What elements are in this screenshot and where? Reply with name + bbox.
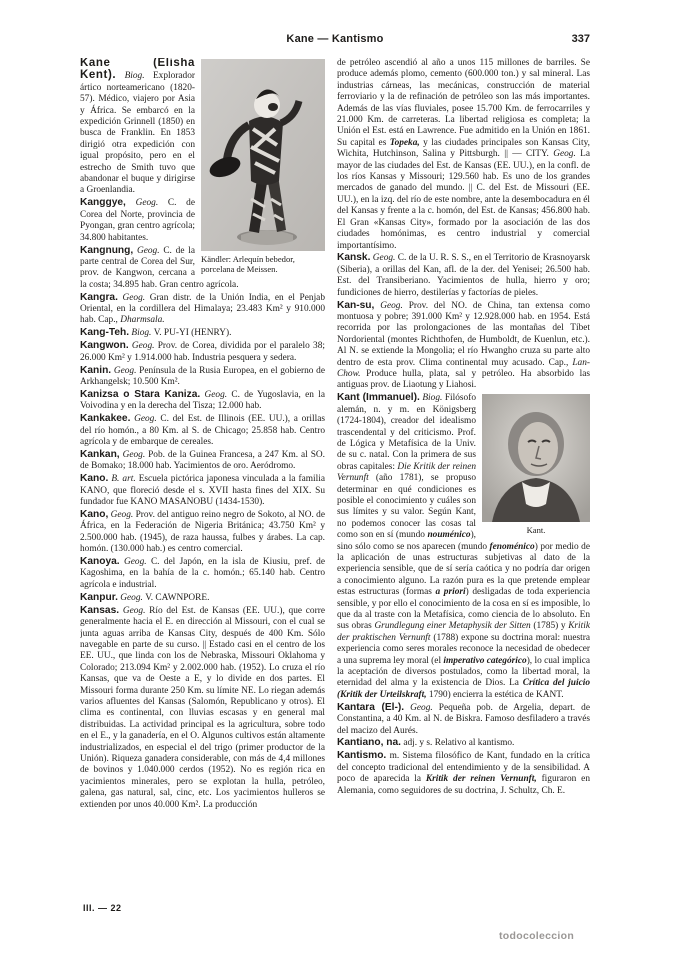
headword-kantara: Kantara (El-). <box>337 701 405 713</box>
entry-kankakee: Kankakee. Geog. C. del Est. de Illinois (EE. UU.), a orillas del río homón., a 80 Km. al S. de Chicago; 25.858 hab. Centro agrícola y de embarque de cereales. <box>80 413 325 447</box>
entry-kang-teh: Kang-Teh. Biog. V. PU-YI (HENRY). <box>80 327 232 339</box>
entry-kangra: Kangra. Geog. Gran distr. de la Unión India, en el Penjab Oriental, en la cordillera del Himalaya; 23.483 Km² y 910.000 hab. Cap., Dharmsala. <box>80 291 325 326</box>
headword-kansas: Kansas. <box>80 604 120 616</box>
kant-portrait <box>482 394 590 522</box>
entry-kantiano: Kantiano, na. adj. y s. Relativo al kantismo. <box>337 737 515 749</box>
harlequin-porcelain-image <box>201 59 325 251</box>
harlequin-figure <box>201 59 325 274</box>
headword-kangnung: Kangnung, <box>80 244 134 256</box>
headword-kan-su: Kan-su, <box>337 299 375 311</box>
entry-kansas: Kansas. Geog. Río del Est. de Kansas (EE. UU.), que corre generalmente hacia el E. en dirección al Missouri, con el cual se junta aguas arriba de Kansas City, después de 400 Km. Sólo navegable en parte de su curso. || Estado casi en el centro de los EE. UU., que linda con los de Nebraska, Missouri Oklahoma y Colorado; 213.094 Km² y 2.002.000 hab. (1952). Lo cruza el río Kansas, que va de Oeste a E, y lo divide en dos partes. El Missouri forma durante 250 Km. su límite NE. Lo riegan además varios afluentes del Kansas (Salomón, Republicano y otros). El clima es continental, con lluvias escasas y en general mal distribuidas. La actividad principal es la agricultura, sobre todo en el E., y la ganadería, en el O. Algunos cultivos están altamente industrializados, en especial el del trigo (primer productor de la Unión). Riqueza ganadera considerable, con más de 4,4 millones de bovinos y 1.040.000 cerdos (1952). No es región rica en yacimientos minerales, pero se explotan la hulla, petróleo, galena, gas natural, sal, cinc, etc. Los yacimientos hulleros se extienden por unos 40.000 Km². La producción <box>80 604 325 810</box>
signature-mark: III. — 22 <box>83 903 122 913</box>
entry-kantismo: Kantismo. m. Sistema filosófico de Kant, fundado en la crítica del concepto tradicional del entendimiento y de la sensibilidad. A poco de aparecida la Kritik der reinen Vernunft, figuraron en Alemania, como seguidores de su doctrina, J. Schultz, Ch. E. <box>337 750 590 796</box>
right-column <box>337 58 590 888</box>
entry-kankan: Kankan, Geog. Pob. de la Guinea Francesa, a 247 Km. al SO. de Bomako; 18.000 hab. Yacimientos de oro. Aeródromo. <box>80 448 325 472</box>
headword-kano-geog: Kano, <box>80 508 109 520</box>
entry-kantara: Kantara (El-). Geog. Pequeña pob. de Argelia, depart. de Constantina, a 40 Km. al N. de Biskra. Famoso desfiladero a través del macizo del Aurés. <box>337 701 590 736</box>
entry-kangnung: Kangnung, Geog. C. de la parte central de Corea del Sur, prov. de Kangwon, cercana a la costa; 34.895 hab. Gran centro agrícola. <box>80 244 239 290</box>
page-header <box>80 33 590 49</box>
headword-kanpur: Kanpur. <box>80 591 118 603</box>
running-title: Kane — Kantismo <box>286 33 384 45</box>
headword-kanizsa: Kanizsa o Stara Kaniza. <box>80 388 201 400</box>
entry-kansas-continued: de petróleo ascendió al año a unos 115 millones de barriles. Se produce además plomo, cemento (600.000 ton.) y sal mineral. Las industrias cárneas, las mecánicas, construcción de material ferroviario y la de refinación de petróleo son las más importantes. Además de las vías fluviales, posee 15.700 Km. de ferrocarriles y 21.000 Km. de carreteras. La libertad religiosa es completa; la Unión el Est. está en Lawrence. Fue admitido en la Unión en 1861. Su capital es Topeka, y las ciudades principales son Kansas City, Wichita, Hutchinson, Salina y Pittsburgh. || — CITY. Geog. La mayor de las ciudades del Est. de Kansas (EE. UU.), en la confl. de los ríos Kansas y Missouri; 129.560 hab. Es uno de los grandes mercados de ganado del mundo. || C. del Est. de Missouri (EE. UU.), en la izq. del río de este nombre, ante la desembocadura en él del Kansas y frente a la c. homón, del Est. de Kansas; 456.800 hab. El Gran «Kansas City», formado por la asociación de las dos ciudades homónimas, es centro industrial y comercial importantísimo. <box>337 58 590 251</box>
headword-kang-teh: Kang-Teh. <box>80 327 130 339</box>
headword-kankan: Kankan, <box>80 448 120 460</box>
headword-kantismo: Kantismo. <box>337 750 387 762</box>
entry-kanggye: Kanggye, Geog. C. de Corea del Norte, provincia de Pyongan, gran centro agrícola; 34.800 habitantes. <box>80 197 195 243</box>
headword-kanoya: Kanoya. <box>80 556 120 568</box>
harlequin-caption: Kändler: Arlequín bebedor, porcelana de Meissen. <box>201 254 295 274</box>
entry-kangwon: Kangwon. Geog. Prov. de Corea, dividida por el paralelo 38; 26.000 Km² y 1.914.000 hab. Industria pesquera y sedera. <box>80 340 325 363</box>
headword-kankakee: Kankakee. <box>80 413 131 425</box>
entry-kano-art: Kano. B. art. Escuela pictórica japonesa vinculada a la familia KANO, que floreció desde el s. XVII hasta fines del XIX. Su fundador fue KANO MASANOBU (1434-1530). <box>80 473 325 508</box>
entry-kansk: Kansk. Geog. C. de la U. R. S. S., en el Territorio de Krasnoyarsk (Siberia), a orillas del Kan, afl. de la der. del Yenisei; 26.500 hab. Est. del Transiberiano. Yacimientos de hulla, hierro y oro; fundiciones de hierro, destilerías y factorías de pieles. <box>337 252 590 298</box>
harlequin-photo <box>201 59 325 251</box>
left-column <box>80 58 325 903</box>
page-number: 337 <box>571 33 590 45</box>
entry-kant: Kant (Immanuel). Biog. Filósofo alemán, n. y m. en Königsberg (1724-1804), creador del idealismo trascendental y del criticismo. Prof. de Lógica y Metafísica de la Univ. de su c. natal. Con la primera de sus obras capitales: Die Kritik der reinen Vernunft (año 1781), se propuso determinar en qué condiciones es posible el conocimiento y cuáles son sus límites y su valor. Según Kant, no podemos conocer las cosas tal como son en sí (mundo nouménico), sino sólo como se nos aparecen (mundo fenoménico) por medio de la aplicación de unas estructuras subjetivas al dato de la experiencia sensible, que de sí sería caótica y no podría dar origen a conocimiento alguno. La razón pura es la que pretende emplear estas estructuras (formas a priori) desligadas de toda experiencia sensible, y por ello el conocimiento de la cosa en sí es imposible, lo que da al traste con la Metafísica, como ciencia de lo absoluto. En sus obras Grundlegung einer Metaphysik der Sitten (1785) y Kritik der praktischen Vernunft (1788) expone su doctrina moral: nuestra experiencia como seres morales reconoce la necesidad de obedecer a una suprema ley moral (el imperativo categórico), lo cual implica la aceptación de diversos postulados, como la libertad moral, la eternidad del alma y la existencia de Dios. La Crítica del juicio (Kritik der Urteilskraft, 1790) encierra la estética de KANT. <box>337 392 590 700</box>
headword-kane: Kane (Elisha Kent). <box>80 58 195 82</box>
headword-kanggye: Kanggye, <box>80 197 126 209</box>
kant-caption: Kant. <box>526 525 546 536</box>
headword-kansk: Kansk. <box>337 252 371 264</box>
entry-kan-su: Kan-su, Geog. Prov. del NO. de China, tan extensa como montuosa y pobre; 391.000 Km² y 12.928.000 hab. en 1954. Está recorrida por las prolongaciones de las montañas del Tíbet Nordoriental (montes Richthofen, de Humboldt, de Kuenlun, etc.). Al N. se extiende la Mongolia; el río Hwangho cruza su parte alto dentro de esta prov. Clima continental muy acusado. Cap., Lan-Chow. Produce hulla, plata, sal y petróleo. Ha absorbido las antiguas prov. de Liaotung y Liahosi. <box>337 299 590 391</box>
watermark-logo: todocoleccion <box>499 930 575 942</box>
entry-kanpur: Kanpur. Geog. V. CAWNPORE. <box>80 591 210 603</box>
entry-kanoya: Kanoya. Geog. C. del Japón, en la isla de Kiusiu, pref. de Kagoshima, en la bahía de la c. homón.; 65.140 hab. Centro agrícola e industrial. <box>80 556 325 590</box>
headword-kangwon: Kangwon. <box>80 340 129 352</box>
headword-kantiano: Kantiano, na. <box>337 737 401 749</box>
headword-kano-art: Kano. <box>80 473 109 485</box>
kant-portrait-image <box>482 394 590 522</box>
kant-figure <box>482 394 590 535</box>
headword-kant: Kant (Immanuel). <box>337 392 420 404</box>
headword-kanin: Kanin. <box>80 364 112 376</box>
headword-kangra: Kangra. <box>80 291 118 303</box>
entry-kane: Kane (Elisha Kent). Biog. Explorador ártico norteamericano (1820-57). Médico, viajero por Asia y África. Se embarcó en la expedición Grinnell (1850) en busca de Franklin. En 1853 dirigió otra expedición con igual propósito, pero en el estrecho de Smith tuvo que abandonar el buque y dirigirse a Groenlandia. <box>80 58 195 196</box>
entry-kano-geog: Kano, Geog. Prov. del antiguo reino negro de Sokoto, al NO. de África, en la Federación de Nigeria Británica; 43.750 Km² y 2.500.000 hab. (1945), de raza haussa, fulbes y árabes. La cap. homón. (130.000 hab.) es centro comercial. <box>80 508 325 555</box>
entry-kanin: Kanin. Geog. Península de la Rusia Europea, en el gobierno de Arkhangelsk; 10.500 Km². <box>80 364 325 387</box>
entry-kanizsa: Kanizsa o Stara Kaniza. Geog. C. de Yugoslavia, en la Voivodina y en la derecha del Tisza; 12.000 hab. <box>80 388 325 412</box>
